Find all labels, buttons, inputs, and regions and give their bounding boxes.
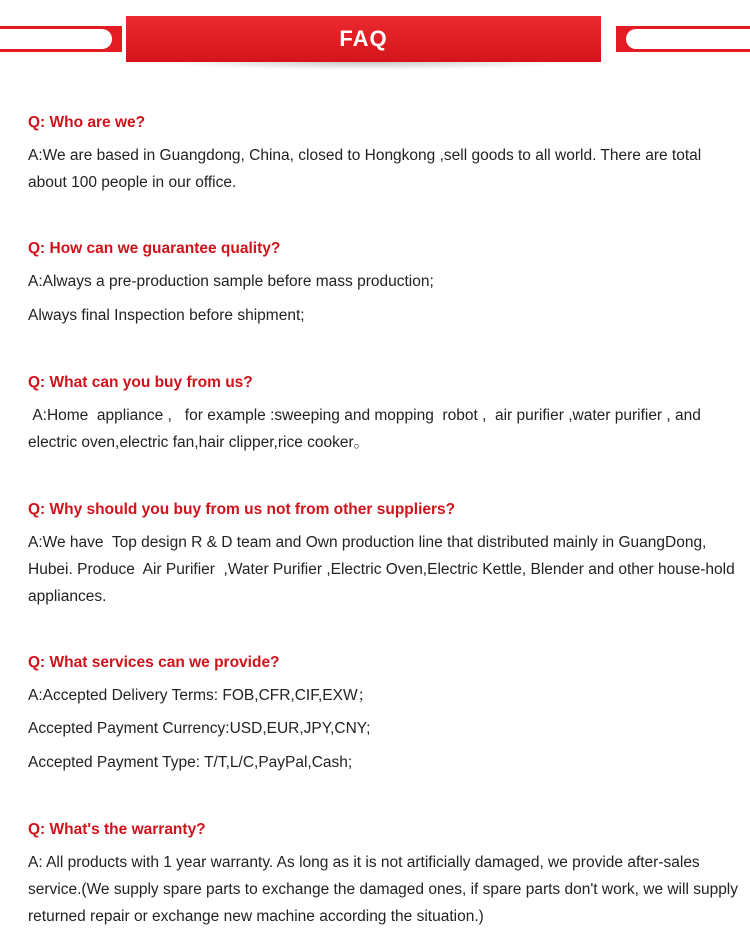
faq-answer-line: Accepted Payment Currency:USD,EUR,JPY,CNY; xyxy=(28,720,371,737)
faq-answer-line: Accepted Payment Type: T/T,L/C,PayPal,Cash; xyxy=(28,754,353,771)
page-title: FAQ xyxy=(339,26,388,51)
title-banner-shadow xyxy=(160,62,570,70)
faq-header xyxy=(0,0,750,80)
faq-answer-line: A:Accepted Delivery Terms: FOB,CFR,CIF,EXW； xyxy=(28,687,374,704)
faq-answer-line: Always final Inspection before shipment; xyxy=(28,307,305,324)
title-banner xyxy=(126,16,601,62)
header-left-pill xyxy=(0,29,112,49)
faq-answer: A:We have Top design R & D team and Own production line that distributed mainly in GuangDong, Hubei. Produce Air Purifier ,Water Purifier ,Electric Oven,Electric Kettle, Blender and other house-hold appliances. xyxy=(28,534,740,605)
faq-question: Q: What's the warranty? xyxy=(28,821,206,838)
faq-answer: A:We are based in Guangdong, China, closed to Hongkong ,sell goods to all world. There are total about 100 people in our office. xyxy=(28,147,702,191)
faq-question: Q: Why should you buy from us not from other suppliers? xyxy=(28,501,456,518)
faq-answer: A: All products with 1 year warranty. As long as it is not artificially damaged, we provide after-sales service.(We supply spare parts to exchange the damaged ones, if spare parts don't work, we will supply returned repair or exchange new machine according the situation.) xyxy=(28,854,739,925)
faq-question: Q: What services can we provide? xyxy=(28,654,280,671)
header-right-ribbon xyxy=(616,26,750,52)
faq-question: Q: What can you buy from us? xyxy=(28,374,253,391)
header-left-ribbon xyxy=(0,26,122,52)
faq-answer: A:Home appliance , for example :sweeping and mopping robot , air purifier ,water purifier , and electric oven,electric fan,hair clipper,rice cooker。 xyxy=(28,407,706,451)
faq-question: Q: How can we guarantee quality? xyxy=(28,240,281,257)
faq-answer-line: A:Always a pre-production sample before mass production; xyxy=(28,273,434,290)
header-right-pill xyxy=(626,29,750,49)
faq-question: Q: Who are we? xyxy=(28,114,146,131)
